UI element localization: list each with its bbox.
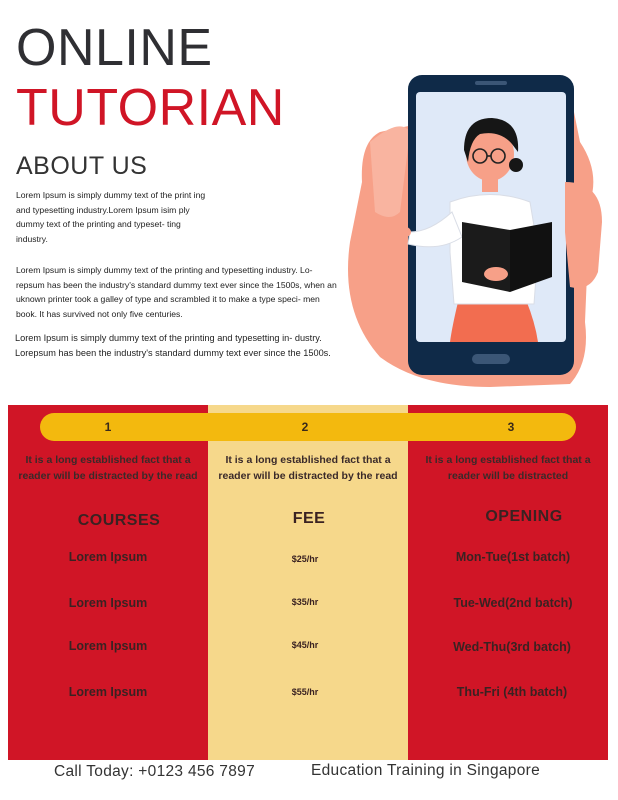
course-item: Lorem Ipsum: [68, 639, 148, 653]
fee-item: $35/hr: [291, 597, 319, 607]
step-number-3: 3: [507, 420, 515, 434]
title-line-tutorian: TUTORIAN: [16, 79, 285, 137]
fee-item: $55/hr: [291, 687, 319, 697]
opening-item: Thu-Fri (4th batch): [456, 685, 568, 699]
about-paragraph-3: Lorem Ipsum is simply dummy text of the printing and typesetting in- dustry. Lorepsum has been the industry's standard dummy text ever since the 1500s.: [15, 333, 331, 358]
opening-item: Tue-Wed(2nd batch): [453, 596, 573, 610]
courses-heading: COURSES: [77, 512, 161, 529]
step-number-1: 1: [104, 420, 112, 434]
tutor-phone-illustration: [340, 72, 610, 392]
about-paragraph-2: Lorem Ipsum is simply dummy text of the printing and typesetting industry. Lo- repsum has been the industry's standard dummy text ever since the 1500s, when an uknown printer took a galley of type and scrambled it to make a type speci- men book. It has survived not only five centuries.: [16, 265, 337, 319]
step-description-2: It is a long established fact that a reader will be distracted by the read: [218, 454, 398, 482]
step-number-2: 2: [301, 420, 309, 434]
about-paragraph-1: Lorem Ipsum is simply dummy text of the print ing and typesetting industry.Lorem Ipsum isim ply dummy text of the printing and typeset- ting industry.: [16, 190, 206, 244]
about-us-heading: ABOUT US: [16, 152, 148, 180]
opening-heading: OPENING: [485, 508, 563, 525]
course-item: Lorem Ipsum: [68, 550, 148, 564]
fee-item: $25/hr: [291, 554, 319, 564]
footer-phone: Call Today: +0123 456 7897: [54, 763, 255, 780]
course-item: Lorem Ipsum: [68, 596, 148, 610]
opening-item: Mon-Tue(1st batch): [455, 550, 571, 564]
footer-tagline: Education Training in Singapore: [311, 762, 541, 779]
title-line-online: ONLINE: [16, 19, 213, 77]
opening-item: Wed-Thu(3rd batch): [453, 640, 571, 654]
fee-item: $45/hr: [291, 640, 319, 650]
course-item: Lorem Ipsum: [68, 685, 148, 699]
step-description-1: It is a long established fact that a reader will be distracted by the read: [18, 454, 198, 482]
fee-heading: FEE: [292, 510, 326, 527]
step-description-3: It is a long established fact that a reader will be distracted: [425, 454, 591, 482]
